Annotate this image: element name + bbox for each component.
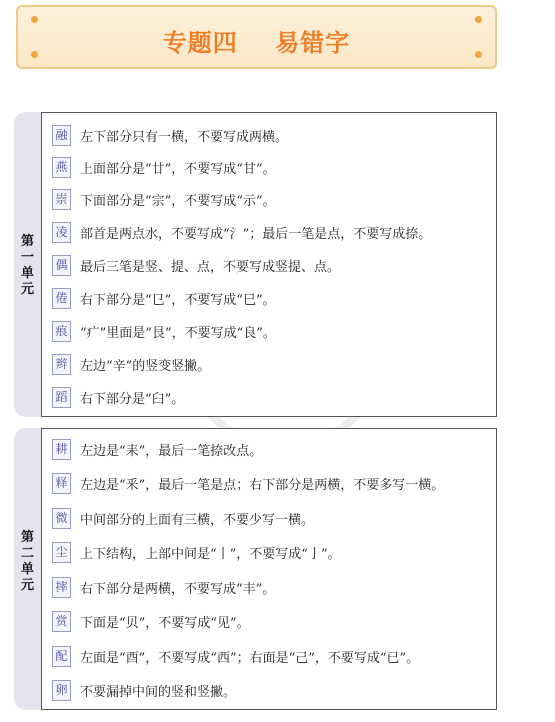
item-description: 下面是“贝”，不要写成“见”。 [80,615,250,631]
item-description: 最后三笔是竖、提、点，不要写成竖提、点。 [80,259,341,275]
list-item [52,540,341,564]
list-item [52,471,444,495]
character-box: 耕 [52,439,71,460]
character-box: 配 [52,646,71,667]
corner-dot [475,16,482,23]
unit-2-label-char: 单 [20,562,34,577]
item-description: 左面是“酉”，不要写成“西”；右面是“己”，不要写成“已”。 [80,650,420,666]
character-box: 燕 [52,157,71,178]
item-description: 下面部分是“宗”，不要写成“示”。 [80,193,276,209]
character-box: 倦 [52,288,71,309]
unit-1-tab [14,112,41,417]
item-description: 上下结构，上部中间是“丨”，不要写成“亅”。 [80,546,341,562]
item-description: 左边“辛”的竖变竖撇。 [80,358,211,374]
list-item [52,644,419,668]
corner-dot [31,16,38,23]
list-item [52,286,276,310]
list-item [52,609,250,633]
list-item [52,437,262,461]
list-item [52,352,210,376]
unit-1-label-char: 单 [20,266,34,281]
character-box: 尘 [52,542,71,563]
unit-1-label-char: 一 [20,250,34,265]
character-box: 释 [52,473,71,494]
list-item [52,385,184,409]
unit-1-label-char: 元 [20,282,34,297]
item-description: 不要漏掉中间的竖和竖撇。 [80,684,237,700]
character-box: 卵 [52,680,71,701]
character-box: 融 [52,125,71,146]
character-box: 赏 [52,611,71,632]
character-box: 崇 [52,189,71,210]
item-description: 部首是两点水，不要写成“氵”；最后一笔是点，不要写成捺。 [80,226,432,242]
item-description: 右下部分是“臼”。 [80,391,185,407]
character-box: 凌 [52,222,71,243]
item-description: 左边是“耒”，最后一笔捺改点。 [80,443,263,459]
title-banner [16,5,497,69]
unit-2-label-char: 元 [20,578,34,593]
item-description: 右下部分是两横，不要写成“丰”。 [80,581,276,597]
list-item [52,220,431,244]
list-item [52,575,275,599]
list-item [52,253,340,277]
character-box: 摔 [52,577,71,598]
page-title: 专题四 易错字 [162,29,351,57]
list-item [52,123,288,147]
unit-1-panel [41,112,497,417]
item-description: 上面部分是“廿”，不要写成“甘”。 [80,161,276,177]
item-description: 右下部分是“㔾”，不要写成“巳”。 [80,292,276,308]
unit-2-panel [41,428,497,710]
item-description: 左下部分只有一横，不要写成两横。 [80,129,289,145]
unit-2-label-char: 二 [20,546,34,561]
unit-2-tab [14,428,41,710]
character-box: 偶 [52,255,71,276]
list-item [52,155,276,179]
character-box: 蹈 [52,387,71,408]
list-item [52,506,314,530]
unit-2-label-char: 第 [20,530,34,545]
list-item [52,187,276,211]
item-description: “疒”里面是“艮”，不要写成“良”。 [80,325,276,341]
character-box: 辫 [52,354,71,375]
list-item [52,678,236,702]
item-description: 左边是“釆”，最后一笔是点；右下部分是两横，不要多写一横。 [80,477,445,493]
unit-1-label-char: 第 [20,234,34,249]
list-item [52,319,276,343]
character-box: 微 [52,508,71,529]
character-box: 痕 [52,321,71,342]
item-description: 中间部分的上面有三横，不要少写一横。 [80,512,315,528]
